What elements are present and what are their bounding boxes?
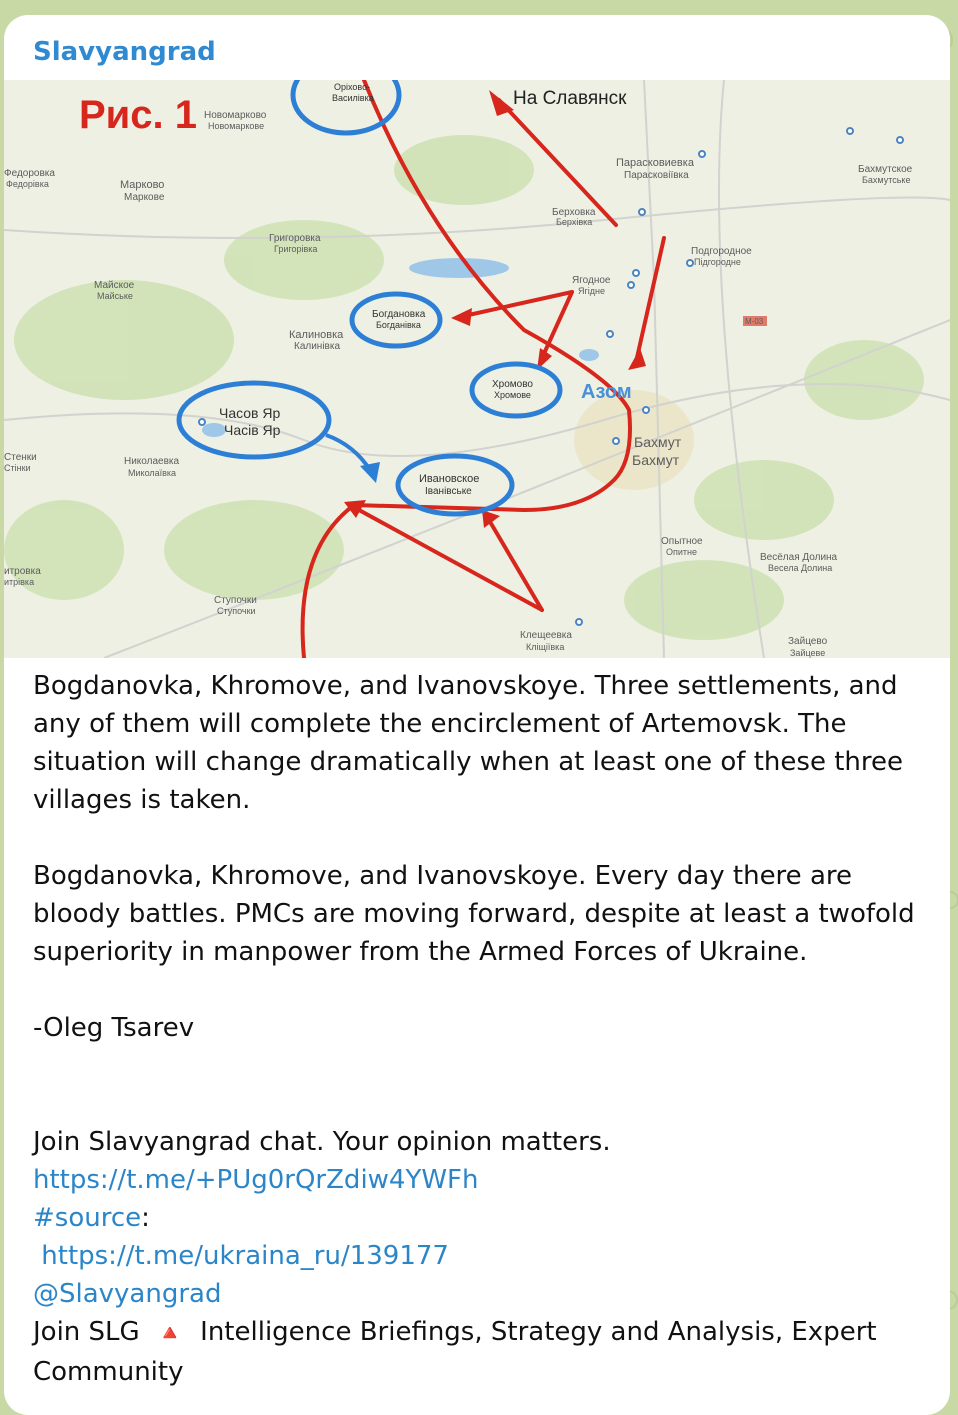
- place-label: Николаевка: [124, 456, 180, 467]
- place-label: Майське: [97, 291, 133, 301]
- message-text: [33, 667, 923, 1391]
- signature: -Oleg Tsarev: [33, 1013, 195, 1043]
- place-label: Зайцеве: [790, 648, 826, 658]
- place-label: Бахмут: [632, 452, 680, 468]
- place-label: Новомаркове: [208, 121, 265, 131]
- place-label: Весела Долина: [768, 563, 833, 573]
- place-label: Маркове: [124, 192, 165, 203]
- orikhovo-ua: Василiвка: [332, 93, 374, 103]
- place-label: Берхівка: [556, 217, 593, 227]
- place-label: Ступочки: [214, 595, 257, 606]
- bogdanovka-ru: Богдановка: [372, 309, 426, 320]
- place-label: Парасковіївка: [624, 170, 689, 181]
- figure-label: Рис. 1: [79, 93, 197, 137]
- channel-name[interactable]: Slavyangrad: [33, 37, 216, 67]
- chat-invite-link[interactable]: https://t.me/+PUg0rQrZdiw4YWFh: [33, 1165, 479, 1195]
- khromovo-ua: Хромове: [494, 390, 531, 400]
- place-label: Кліщіївка: [526, 642, 565, 652]
- place-label: Марково: [120, 179, 165, 191]
- place-label: Стенки: [4, 452, 37, 463]
- place-label: Ягідне: [578, 286, 606, 296]
- ivanovskoye-ru: Ивановское: [419, 473, 480, 485]
- place-label: Ступочки: [217, 606, 256, 616]
- place-label: Новомарково: [204, 110, 267, 121]
- source-colon: :: [141, 1203, 150, 1233]
- arrow-label: На Славянск: [513, 88, 627, 109]
- place-label: Калиновка: [289, 329, 344, 341]
- place-label: Берховка: [552, 207, 596, 218]
- join-slg-description: Intelligence Briefings, Strategy and Analysis, Expert Community: [33, 1317, 877, 1387]
- place-label: Федорівка: [6, 179, 49, 189]
- message-bubble: [4, 15, 950, 1415]
- place-label: Подгородное: [691, 246, 752, 257]
- join-slg-text: Join SLG: [33, 1317, 140, 1347]
- paragraph-1: Bogdanovka, Khromove, and Ivanovskoye. Three settlements, and any of them will complete the encirclement of Artemovsk. The situation will change dramatically when at least one of these three villages is taken.: [33, 671, 903, 815]
- place-label: Опитне: [666, 547, 697, 557]
- place-label: Григоровка: [269, 233, 321, 244]
- chasiv-yar-ua: Часів Яр: [224, 422, 281, 438]
- map-graphic: [4, 80, 950, 658]
- place-label: Бахмутське: [862, 175, 911, 185]
- place-label: Стінки: [4, 463, 31, 473]
- place-label: Зайцево: [788, 636, 828, 647]
- ivanovskoye-ua: Іванівське: [425, 486, 472, 497]
- source-hashtag[interactable]: #source: [33, 1203, 142, 1233]
- place-label: Григорівка: [274, 244, 318, 254]
- place-label: Федоровка: [4, 168, 55, 179]
- chasiv-yar-ru: Часов Яр: [219, 405, 281, 421]
- source-link[interactable]: https://t.me/ukraina_ru/139177: [41, 1241, 449, 1271]
- map-image[interactable]: [4, 80, 950, 658]
- khromovo-ru: Хромово: [492, 379, 533, 390]
- place-label: Підгородне: [694, 257, 741, 267]
- place-label: Калинівка: [294, 341, 341, 352]
- place-label: Опытное: [661, 536, 703, 547]
- place-label: Парасковиевка: [616, 157, 694, 169]
- road-label: M-03: [745, 317, 764, 326]
- place-label: Бахмутское: [858, 164, 913, 175]
- channel-mention[interactable]: @Slavyangrad: [33, 1279, 222, 1309]
- place-label: Бахмут: [634, 434, 682, 450]
- join-chat-text: Join Slavyangrad chat. Your opinion matters.: [33, 1127, 611, 1157]
- paragraph-2: Bogdanovka, Khromove, and Ivanovskoye. Every day there are bloody battles. PMCs are moving forward, despite at least a twofold superiority in manpower from the Armed Forces of Ukraine.: [33, 861, 915, 967]
- bogdanovka-ua: Богданівка: [376, 320, 421, 330]
- place-label: Ягодное: [572, 275, 611, 286]
- place-label: итрівка: [4, 577, 35, 587]
- red-triangle-icon: 🔺: [156, 1321, 184, 1346]
- place-label: Клещеевка: [520, 630, 572, 641]
- orikhovo-ru: Орiхово-: [334, 82, 371, 92]
- azom-label: Азом: [581, 381, 632, 403]
- place-label: Миколаївка: [128, 468, 177, 478]
- place-label: Майское: [94, 280, 135, 291]
- place-label: итровка: [4, 566, 41, 577]
- place-label: Весёлая Долина: [760, 552, 838, 563]
